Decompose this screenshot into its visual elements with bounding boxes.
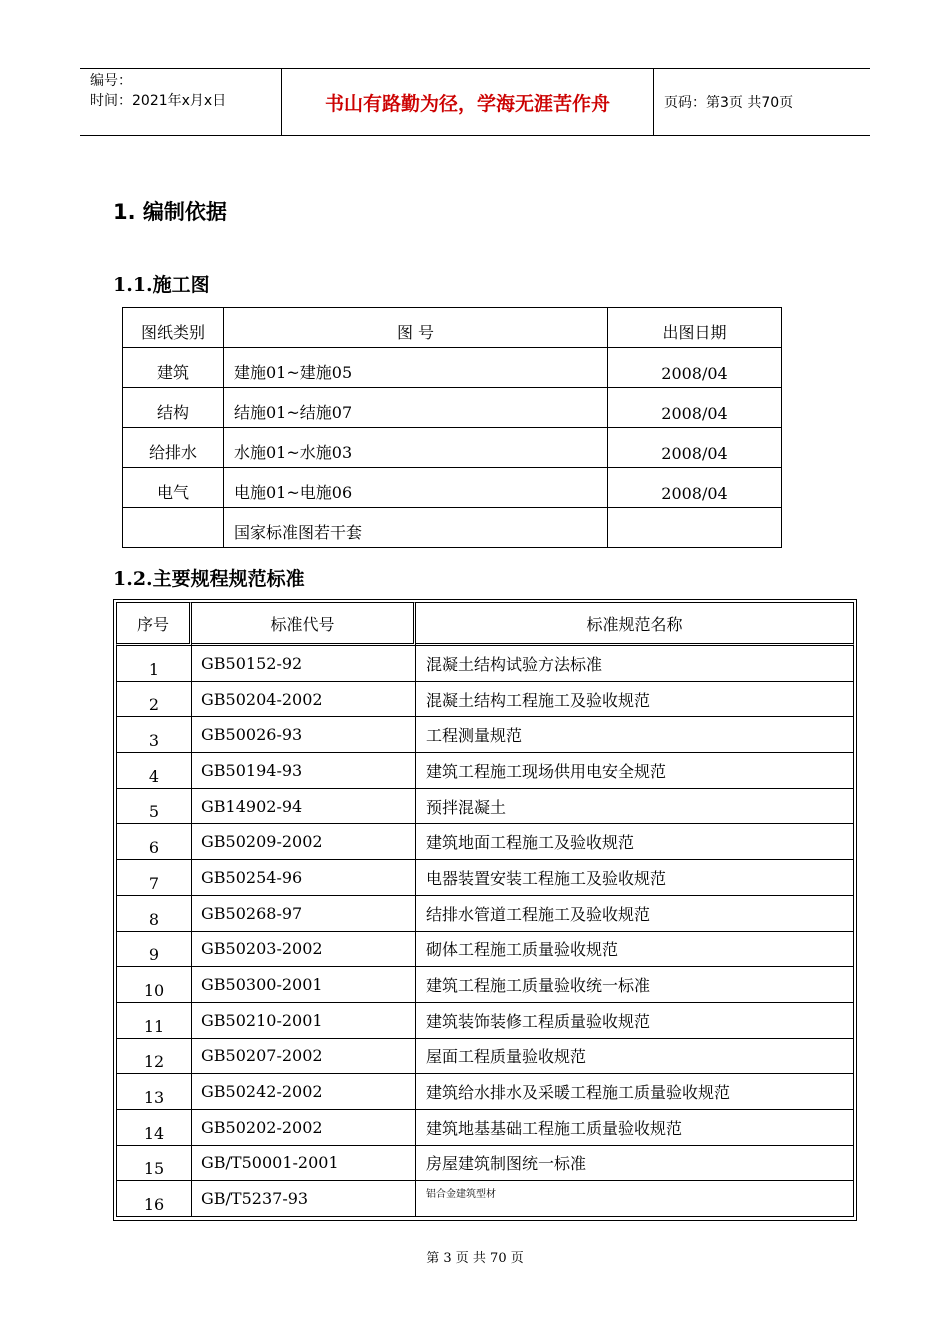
table-row: [123, 348, 782, 388]
row-number: 2: [116, 682, 192, 718]
number-cell: 结施01~结施07: [224, 388, 608, 428]
number-cell: 电施01~电施06: [224, 468, 608, 508]
header-cell: 标准代号: [192, 602, 416, 646]
category-cell: 电气: [123, 468, 224, 508]
standard-name: 铝合金建筑型材: [416, 1181, 854, 1217]
row-number: 10: [116, 967, 192, 1003]
row-number: 9: [116, 932, 192, 968]
table-row: [116, 1110, 854, 1146]
time-label: 时间：2021年x月x日: [90, 93, 227, 109]
header-cell: 出图日期: [608, 308, 782, 348]
table-row: [116, 1039, 854, 1075]
header-meta: [80, 69, 282, 135]
table-row: [116, 932, 854, 968]
date-cell: 2008/04: [608, 388, 782, 428]
category-cell: 建筑: [123, 348, 224, 388]
table-row: [116, 646, 854, 682]
standard-name: 建筑工程施工现场供用电安全规范: [416, 753, 854, 789]
table-row: [116, 1181, 854, 1217]
standard-name: 房屋建筑制图统一标准: [416, 1146, 854, 1182]
category-cell: [123, 508, 224, 548]
date-cell: 2008/04: [608, 348, 782, 388]
number-label: 编号：: [90, 73, 132, 89]
row-number: 11: [116, 1003, 192, 1039]
table-row: [116, 753, 854, 789]
row-number: 13: [116, 1074, 192, 1110]
standard-code: GB50210-2001: [192, 1003, 416, 1039]
standard-code: GB50242-2002: [192, 1074, 416, 1110]
standard-name: 建筑给水排水及采暖工程施工质量验收规范: [416, 1074, 854, 1110]
standard-code: GB50202-2002: [192, 1110, 416, 1146]
category-cell: 结构: [123, 388, 224, 428]
standard-code: GB50209-2002: [192, 824, 416, 860]
header-cell: 图 号: [224, 308, 608, 348]
section-title: 1. 编制依据: [113, 200, 227, 224]
standard-code: GB14902-94: [192, 789, 416, 825]
standard-name: 混凝土结构工程施工及验收规范: [416, 682, 854, 718]
row-number: 6: [116, 824, 192, 860]
standard-name: 砌体工程施工质量验收规范: [416, 932, 854, 968]
date-cell: 2008/04: [608, 468, 782, 508]
standard-code: GB50194-93: [192, 753, 416, 789]
row-number: 7: [116, 860, 192, 896]
standard-code: GB50268-97: [192, 896, 416, 932]
standard-name: 屋面工程质量验收规范: [416, 1039, 854, 1075]
drawings-table: [122, 307, 782, 548]
table-row: [116, 824, 854, 860]
standard-code: GB50204-2002: [192, 682, 416, 718]
standard-code: GB50207-2002: [192, 1039, 416, 1075]
row-number: 3: [116, 717, 192, 753]
standard-code: GB50026-93: [192, 717, 416, 753]
page-footer: 第 3 页 共 70 页: [426, 1251, 524, 1266]
row-number: 16: [116, 1181, 192, 1217]
page-header: [80, 68, 870, 136]
table-row: [116, 682, 854, 718]
row-number: 12: [116, 1039, 192, 1075]
header-cell: 标准规范名称: [416, 602, 854, 646]
table-row: [116, 1003, 854, 1039]
table-row: [123, 508, 782, 548]
table-row: [123, 468, 782, 508]
standard-name: 建筑工程施工质量验收统一标准: [416, 967, 854, 1003]
standard-name: 建筑地面工程施工及验收规范: [416, 824, 854, 860]
standard-code: GB/T5237-93: [192, 1181, 416, 1217]
standards-header-row: [116, 602, 854, 646]
table-row: [116, 860, 854, 896]
standards-table-frame: [113, 599, 857, 1221]
standard-name: 结排水管道工程施工及验收规范: [416, 896, 854, 932]
standards-title: 1.2.主要规程规范标准: [113, 568, 305, 590]
table-row: [116, 789, 854, 825]
row-number: 8: [116, 896, 192, 932]
table-row: [116, 896, 854, 932]
standard-code: GB50300-2001: [192, 967, 416, 1003]
standard-name: 混凝土结构试验方法标准: [416, 646, 854, 682]
standards-table: [116, 602, 854, 1217]
standard-code: GB50203-2002: [192, 932, 416, 968]
header-motto: 书山有路勤为径，学海无涯苦作舟: [282, 69, 654, 135]
row-number: 5: [116, 789, 192, 825]
standard-name: 建筑装饰装修工程质量验收规范: [416, 1003, 854, 1039]
date-cell: [608, 508, 782, 548]
drawings-header-row: [123, 308, 782, 348]
standard-name: 工程测量规范: [416, 717, 854, 753]
standard-name: 电器装置安装工程施工及验收规范: [416, 860, 854, 896]
number-cell: 国家标准图若干套: [224, 508, 608, 548]
table-row: [123, 428, 782, 468]
table-row: [116, 1074, 854, 1110]
number-cell: 水施01~水施03: [224, 428, 608, 468]
table-row: [116, 967, 854, 1003]
header-page-info: 页码：第3页 共70页: [664, 95, 794, 111]
table-row: [123, 388, 782, 428]
header-cell: 序号: [116, 602, 192, 646]
table-row: [116, 1146, 854, 1182]
header-cell: 图纸类别: [123, 308, 224, 348]
row-number: 14: [116, 1110, 192, 1146]
standard-code: GB50152-92: [192, 646, 416, 682]
row-number: 15: [116, 1146, 192, 1182]
number-cell: 建施01~建施05: [224, 348, 608, 388]
standard-name: 建筑地基基础工程施工质量验收规范: [416, 1110, 854, 1146]
date-cell: 2008/04: [608, 428, 782, 468]
standard-name: 预拌混凝土: [416, 789, 854, 825]
row-number: 4: [116, 753, 192, 789]
table-row: [116, 717, 854, 753]
standard-code: GB/T50001-2001: [192, 1146, 416, 1182]
standard-code: GB50254-96: [192, 860, 416, 896]
category-cell: 给排水: [123, 428, 224, 468]
row-number: 1: [116, 646, 192, 682]
drawings-title: 1.1.施工图: [113, 274, 210, 296]
